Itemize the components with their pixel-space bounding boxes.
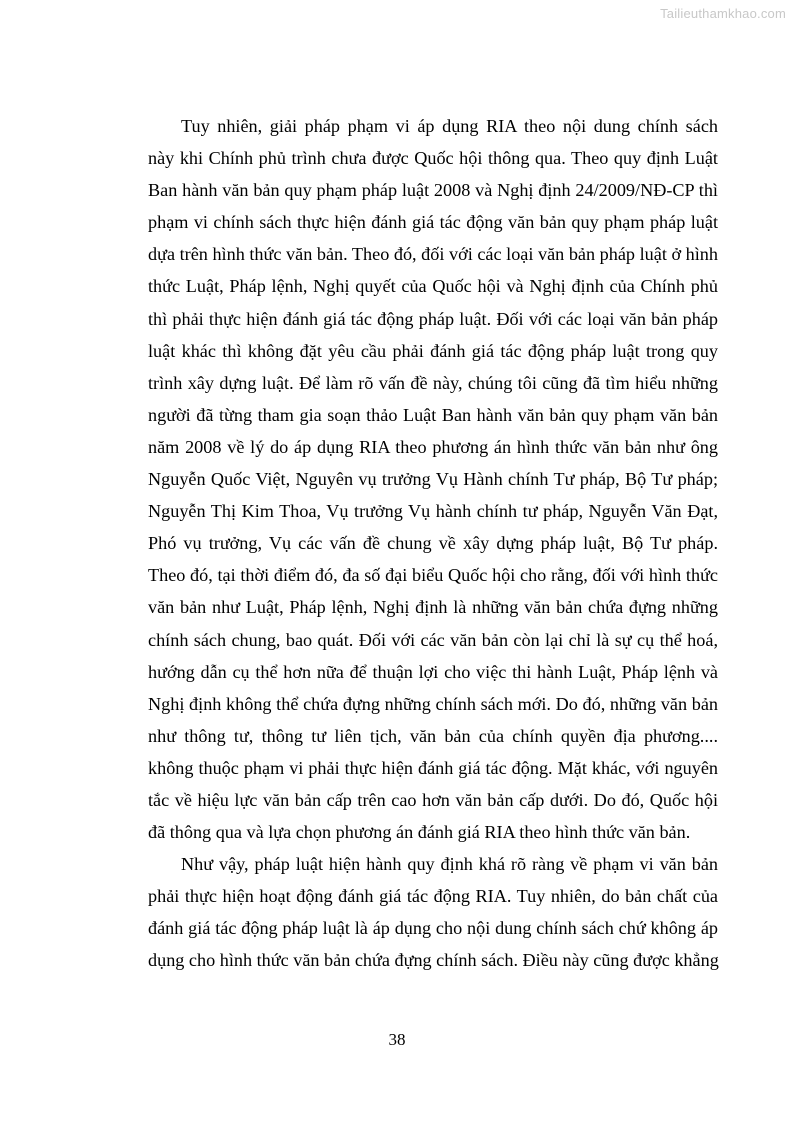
text-line: luật khác thì không đặt yêu cầu phải đánh giá tác động pháp luật trong quy bbox=[148, 340, 718, 361]
text-line: người đã từng tham gia soạn thảo Luật Ban hành văn bản quy phạm văn bản bbox=[148, 404, 718, 425]
text-line: hướng dẫn cụ thể hơn nữa để thuận lợi cho việc thi hành Luật, Pháp lệnh và bbox=[148, 661, 718, 682]
text-line: Ban hành văn bản quy phạm pháp luật 2008 và Nghị định 24/2009/NĐ-CP thì bbox=[148, 180, 718, 201]
text-line: thì phải thực hiện đánh giá tác động pháp luật. Đối với các loại văn bản pháp bbox=[148, 308, 718, 329]
text-line: văn bản như Luật, Pháp lệnh, Nghị định là những văn bản chứa đựng những bbox=[148, 597, 718, 618]
text-line: năm 2008 về lý do áp dụng RIA theo phương án hình thức văn bản như ông bbox=[148, 436, 718, 457]
text-line: Phó vụ trưởng, Vụ các vấn đề chung về xây dựng pháp luật, Bộ Tư pháp. bbox=[148, 533, 718, 554]
text-line: phạm vi chính sách thực hiện đánh giá tác động văn bản quy phạm pháp luật bbox=[148, 212, 718, 233]
text-line: Nguyễn Quốc Việt, Nguyên vụ trưởng Vụ Hành chính Tư pháp, Bộ Tư pháp; bbox=[148, 469, 718, 490]
text-line: đã thông qua và lựa chọn phương án đánh giá RIA theo hình thức văn bản. bbox=[148, 822, 691, 843]
text-line: chính sách chung, bao quát. Đối với các văn bản còn lại chỉ là sự cụ thể hoá, bbox=[148, 629, 718, 650]
text-line: tắc về hiệu lực văn bản cấp trên cao hơn văn bản cấp dưới. Do đó, Quốc hội bbox=[148, 789, 718, 810]
watermark: Tailieuthamkhao.com bbox=[660, 6, 786, 21]
paragraph-1 bbox=[148, 110, 718, 848]
text-line: không thuộc phạm vi phải thực hiện đánh giá tác động. Mặt khác, với nguyên bbox=[148, 757, 718, 778]
paragraph-2 bbox=[148, 848, 718, 976]
text-line: dụng cho hình thức văn bản chứa đựng chính sách. Điều này cũng được khẳng bbox=[148, 950, 719, 971]
text-line: Tuy nhiên, giải pháp phạm vi áp dụng RIA theo nội dung chính sách bbox=[181, 116, 718, 136]
text-line: như thông tư, thông tư liên tịch, văn bản của chính quyền địa phương.... bbox=[148, 725, 718, 746]
text-line: phải thực hiện hoạt động đánh giá tác động RIA. Tuy nhiên, do bản chất của bbox=[148, 886, 718, 907]
text-line: thức Luật, Pháp lệnh, Nghị quyết của Quốc hội và Nghị định của Chính phủ bbox=[148, 276, 718, 297]
text-line: Nguyễn Thị Kim Thoa, Vụ trưởng Vụ hành chính tư pháp, Nguyễn Văn Đạt, bbox=[148, 501, 718, 522]
text-line: này khi Chính phủ trình chưa được Quốc hội thông qua. Theo quy định Luật bbox=[148, 148, 718, 169]
text-line: dựa trên hình thức văn bản. Theo đó, đối với các loại văn bản pháp luật ở hình bbox=[148, 244, 718, 265]
text-line: Theo đó, tại thời điểm đó, đa số đại biểu Quốc hội cho rằng, đối với hình thức bbox=[148, 565, 718, 586]
text-line: Như vậy, pháp luật hiện hành quy định khá rõ ràng về phạm vi văn bản bbox=[181, 854, 718, 875]
text-line: trình xây dựng luật. Để làm rõ vấn đề này, chúng tôi cũng đã tìm hiểu những bbox=[148, 372, 718, 393]
text-line: đánh giá tác động pháp luật là áp dụng cho nội dung chính sách chứ không áp bbox=[148, 918, 718, 939]
page-number: 38 bbox=[388, 1030, 406, 1049]
body-text bbox=[148, 110, 718, 977]
text-line: Nghị định không thể chứa đựng những chính sách mới. Do đó, những văn bản bbox=[148, 693, 718, 714]
